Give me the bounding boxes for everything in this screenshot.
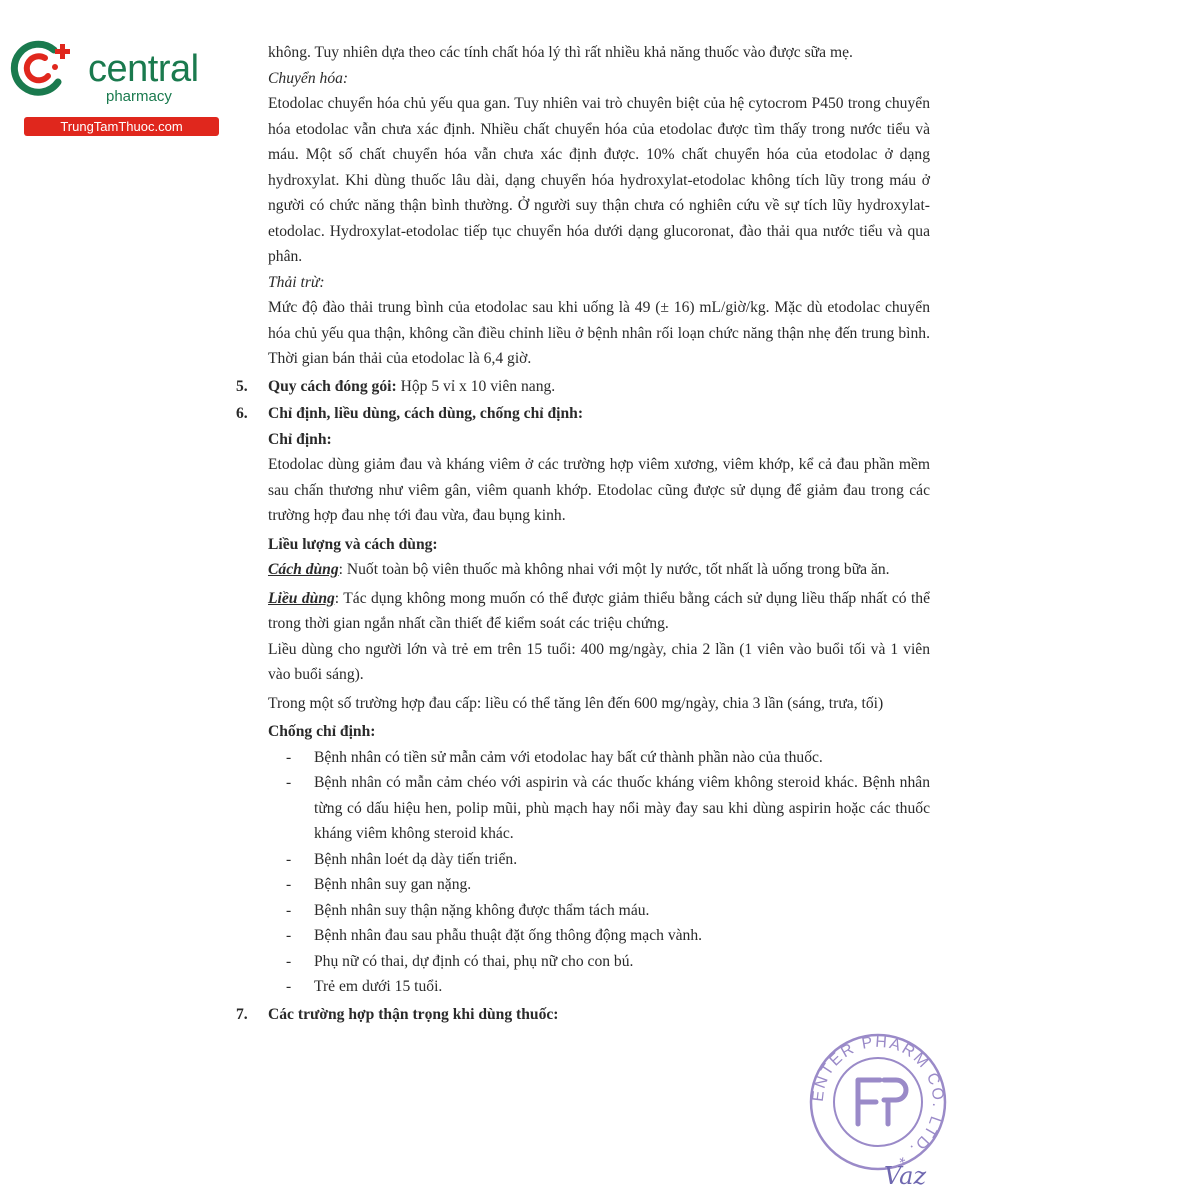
brand-logo [10, 36, 220, 136]
contraindication-heading: Chống chỉ định: [268, 723, 376, 740]
section-5-number: 5. [236, 377, 248, 395]
section-5-text: Hộp 5 vỉ x 10 viên nang. [396, 377, 556, 395]
acute-dose-paragraph: Trong một số trường hợp đau cấp: liều có thể tăng lên đến 600 mg/ngày, chia 3 lần (sáng, trưa, tối) [268, 694, 884, 712]
list-item: - Bệnh nhân có tiền sử mẫn cảm với etodolac hay bất cứ thành phần nào của thuốc. [314, 745, 930, 771]
list-item: - Trẻ em dưới 15 tuổi. [314, 974, 930, 1000]
website-badge: TrungTamThuoc.com [24, 117, 219, 136]
list-item: - Bệnh nhân suy thận nặng không được thẩm tách máu. [314, 898, 930, 924]
brand-subtitle: pharmacy [106, 88, 172, 105]
signature-text: Vaz [884, 1162, 927, 1190]
usage-label: Cách dùng [268, 561, 339, 578]
elimination-heading: Thải trừ: [268, 273, 325, 291]
usage-text: : Nuốt toàn bộ viên thuốc mà không nhai với một ly nước, tốt nhất là uống trong bữa ăn. [338, 561, 890, 578]
usage-paragraph [268, 557, 930, 583]
list-item: - Bệnh nhân suy gan nặng. [314, 872, 930, 898]
dosage-heading: Liều lượng và cách dùng: [268, 535, 438, 553]
continued-paragraph: không. Tuy nhiên dựa theo các tính chất hóa lý thì rất nhiều khả năng thuốc vào được sữa mẹ. [268, 44, 853, 61]
stamp-emblem-icon [858, 1080, 906, 1124]
contraindication-list [268, 745, 930, 1000]
brand-name: central [88, 48, 199, 90]
list-item: - Bệnh nhân có mẫn cảm chéo với aspirin và các thuốc kháng viêm không steroid khác. Bệnh nhân từng có dấu hiệu hen, polip mũi, phù mạch hay nổi mày đay sau khi dùng aspirin hoặc các thuốc kháng viêm không steroid khác. [314, 770, 930, 847]
section-5 [236, 374, 930, 400]
indication-heading: Chỉ định: [268, 430, 332, 448]
dosage-label: Liều dùng [268, 589, 335, 607]
stamp-text: ENTER PHARM CO. LTD. * [809, 1033, 947, 1167]
section-7-title: Các trường hợp thận trọng khi dùng thuốc: [268, 1005, 559, 1023]
list-item: - Bệnh nhân đau sau phẫu thuật đặt ống thông động mạch vành. [314, 923, 930, 949]
dosage-text: : Tác dụng không mong muốn có thể được giảm thiểu bằng cách sử dụng liều thấp nhất có thể trong thời gian ngắn nhất cần thiết để kiểm soát các triệu chứng. [268, 589, 930, 632]
elimination-paragraph: Mức độ đào thải trung bình của etodolac sau khi uống là 49 (± 16) mL/giờ/kg. Mặc dù etodolac chuyển hóa chủ yếu qua thận, không cần điều chỉnh liều ở bệnh nhân rối loạn chức năng thận nhẹ đến trung bình. Thời gian bán thải của etodolac là 6,4 giờ. [268, 299, 930, 367]
section-6-title: Chỉ định, liều dùng, cách dùng, chống chỉ định: [268, 405, 584, 422]
company-stamp [808, 1032, 948, 1172]
central-logo-icon [10, 36, 82, 100]
section-7-number: 7. [236, 1005, 248, 1023]
section-6 [236, 401, 930, 427]
metabolism-heading: Chuyển hóa: [268, 69, 349, 87]
section-5-label: Quy cách đóng gói: [268, 377, 397, 395]
list-item: - Bệnh nhân loét dạ dày tiến triển. [314, 847, 930, 873]
list-item: - Phụ nữ có thai, dự định có thai, phụ nữ cho con bú. [314, 949, 930, 975]
adult-dose-paragraph: Liều dùng cho người lớn và trẻ em trên 15 tuổi: 400 mg/ngày, chia 2 lần (1 viên vào buổi tối và 1 viên vào buổi sáng). [268, 640, 930, 683]
metabolism-paragraph: Etodolac chuyển hóa chủ yếu qua gan. Tuy nhiên vai trò chuyên biệt của hệ cytocrom P450 trong chuyển hóa etodolac vẫn chưa xác định. Nhiều chất chuyển hóa của etodolac được tìm thấy trong nước tiểu và máu. Một số chất chuyển hóa vẫn chưa xác định được. 10% chất chuyển hóa của etodolac ở dạng hydroxylat. Khi dùng thuốc lâu dài, dạng chuyển hóa hydroxylat-etodolac không tích lũy trong máu ở người có chức năng thận bình thường. Ở người suy thận chưa có nghiên cứu về sự tích lũy hydroxylat-etodolac. Hydroxylat-etodolac tiếp tục chuyển hóa dưới dạng glucoronat, đào thải qua nước tiểu và qua phân. [268, 95, 930, 265]
section-7 [236, 1002, 930, 1028]
document-body [236, 40, 930, 1027]
dosage-paragraph [268, 586, 930, 637]
indication-paragraph: Etodolac dùng giảm đau và kháng viêm ở các trường hợp viêm xương, viêm khớp, kể cả đau phần mềm sau chấn thương như viêm gân, viêm quanh khớp. Etodolac cũng được sử dụng để giảm đau trong các trường hợp đau nhẹ tới đau vừa, đau bụng kinh. [268, 456, 930, 524]
signature [880, 1158, 950, 1192]
section-6-number: 6. [236, 405, 248, 422]
